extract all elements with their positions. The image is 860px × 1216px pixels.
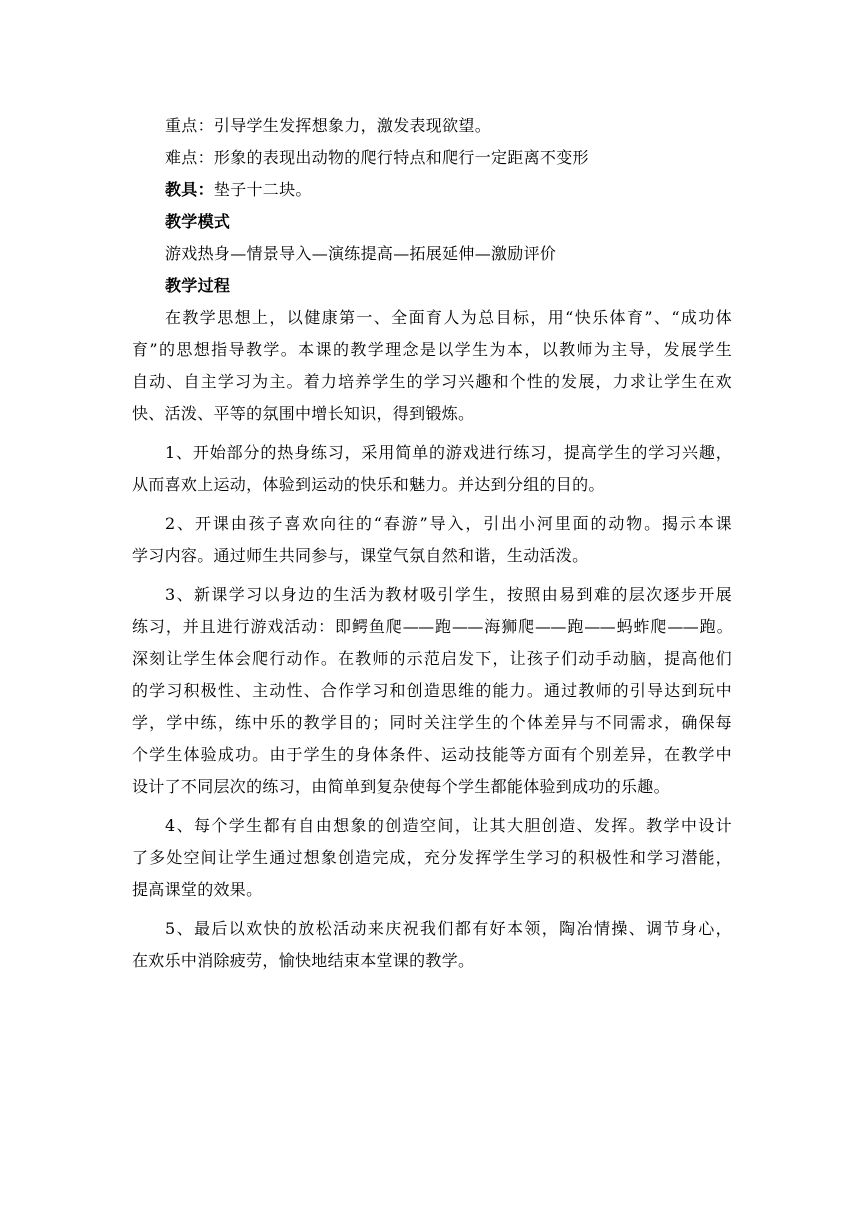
- difficulty-line: [132, 142, 732, 174]
- mode-text: 游戏热身—情景导入—演练提高—拓展延伸—激励评价: [165, 244, 557, 263]
- paragraph-1: [132, 437, 732, 501]
- intro-line: 育”的思想指导教学。本课的教学理念是以学生为本，以教师为主导，发展学生: [132, 340, 732, 359]
- paragraph-3: [132, 579, 732, 803]
- paragraph-line: 4、每个学生都有自由想象的创造空间，让其大胆创造、发挥。教学中设计: [165, 816, 732, 835]
- paragraph-line: 提高课堂的效果。: [132, 880, 263, 899]
- paragraph-5: [132, 913, 732, 977]
- paragraph-line: 个学生体验成功。由于学生的身体条件、运动技能等方面有个别差异，在教学中: [132, 745, 732, 764]
- paragraph-line: 3、新课学习以身边的生活为教材吸引学生，按照由易到难的层次逐步开展: [165, 585, 732, 604]
- paragraph-line: 5、最后以欢快的放松活动来庆祝我们都有好本领，陶冶情操、调节身心，: [165, 919, 732, 938]
- document-page: [132, 110, 732, 977]
- paragraph-line: 的学习积极性、主动性、合作学习和创造思维的能力。通过教师的引导达到玩中: [132, 681, 732, 700]
- focus-line: [132, 110, 732, 142]
- paragraph-line: 练习，并且进行游戏活动：即鳄鱼爬——跑——海狮爬——跑——蚂蚱爬——跑。: [132, 617, 732, 636]
- paragraph-line: 在欢乐中消除疲劳，愉快地结束本堂课的教学。: [132, 951, 475, 970]
- paragraph-line: 从而喜欢上运动，体验到运动的快乐和魅力。并达到分组的目的。: [132, 475, 605, 494]
- paragraph-line: 2、开课由孩子喜欢向往的“春游”导入，引出小河里面的动物。揭示本课: [165, 514, 732, 533]
- focus-text: 引导学生发挥想象力，激发表现欲望。: [213, 116, 492, 135]
- equipment-text: 垫子十二块。: [213, 180, 312, 199]
- intro-line: 在教学思想上，以健康第一、全面育人为总目标，用“快乐体育”、“成功体: [165, 308, 732, 327]
- equipment-line: [132, 174, 732, 206]
- paragraph-line: 1、开始部分的热身练习，采用简单的游戏进行练习，提高学生的学习兴趣，: [165, 443, 732, 462]
- paragraph-line: 学习内容。通过师生共同参与，课堂气氛自然和谐，生动活泼。: [132, 546, 589, 565]
- paragraph-line: 学，学中练，练中乐的教学目的；同时关注学生的个体差异与不同需求，确保每: [132, 713, 732, 732]
- difficulty-text: 形象的表现出动物的爬行特点和爬行一定距离不变形: [213, 148, 589, 167]
- focus-label: 重点：: [165, 116, 214, 135]
- process-heading: 教学过程: [165, 276, 231, 295]
- intro-paragraph: [132, 302, 732, 430]
- paragraph-line: 深刻让学生体会爬行动作。在教师的示范启发下，让孩子们动手动脑，提高他们: [132, 649, 732, 668]
- paragraph-4: [132, 810, 732, 906]
- intro-line: 快、活泼、平等的氛围中增长知识，得到锻炼。: [132, 404, 475, 423]
- paragraph-line: 了多处空间让学生通过想象创造完成，充分发挥学生学习的积极性和学习潜能，: [132, 848, 732, 867]
- mode-heading: 教学模式: [165, 212, 231, 231]
- equipment-label: 教具：: [165, 180, 214, 199]
- intro-line: 自动、自主学习为主。着力培养学生的学习兴趣和个性的发展，力求让学生在欢: [132, 372, 732, 391]
- paragraph-line: 设计了不同层次的练习，由简单到复杂使每个学生都能体验到成功的乐趣。: [132, 777, 670, 796]
- difficulty-label: 难点：: [165, 148, 214, 167]
- paragraph-2: [132, 508, 732, 572]
